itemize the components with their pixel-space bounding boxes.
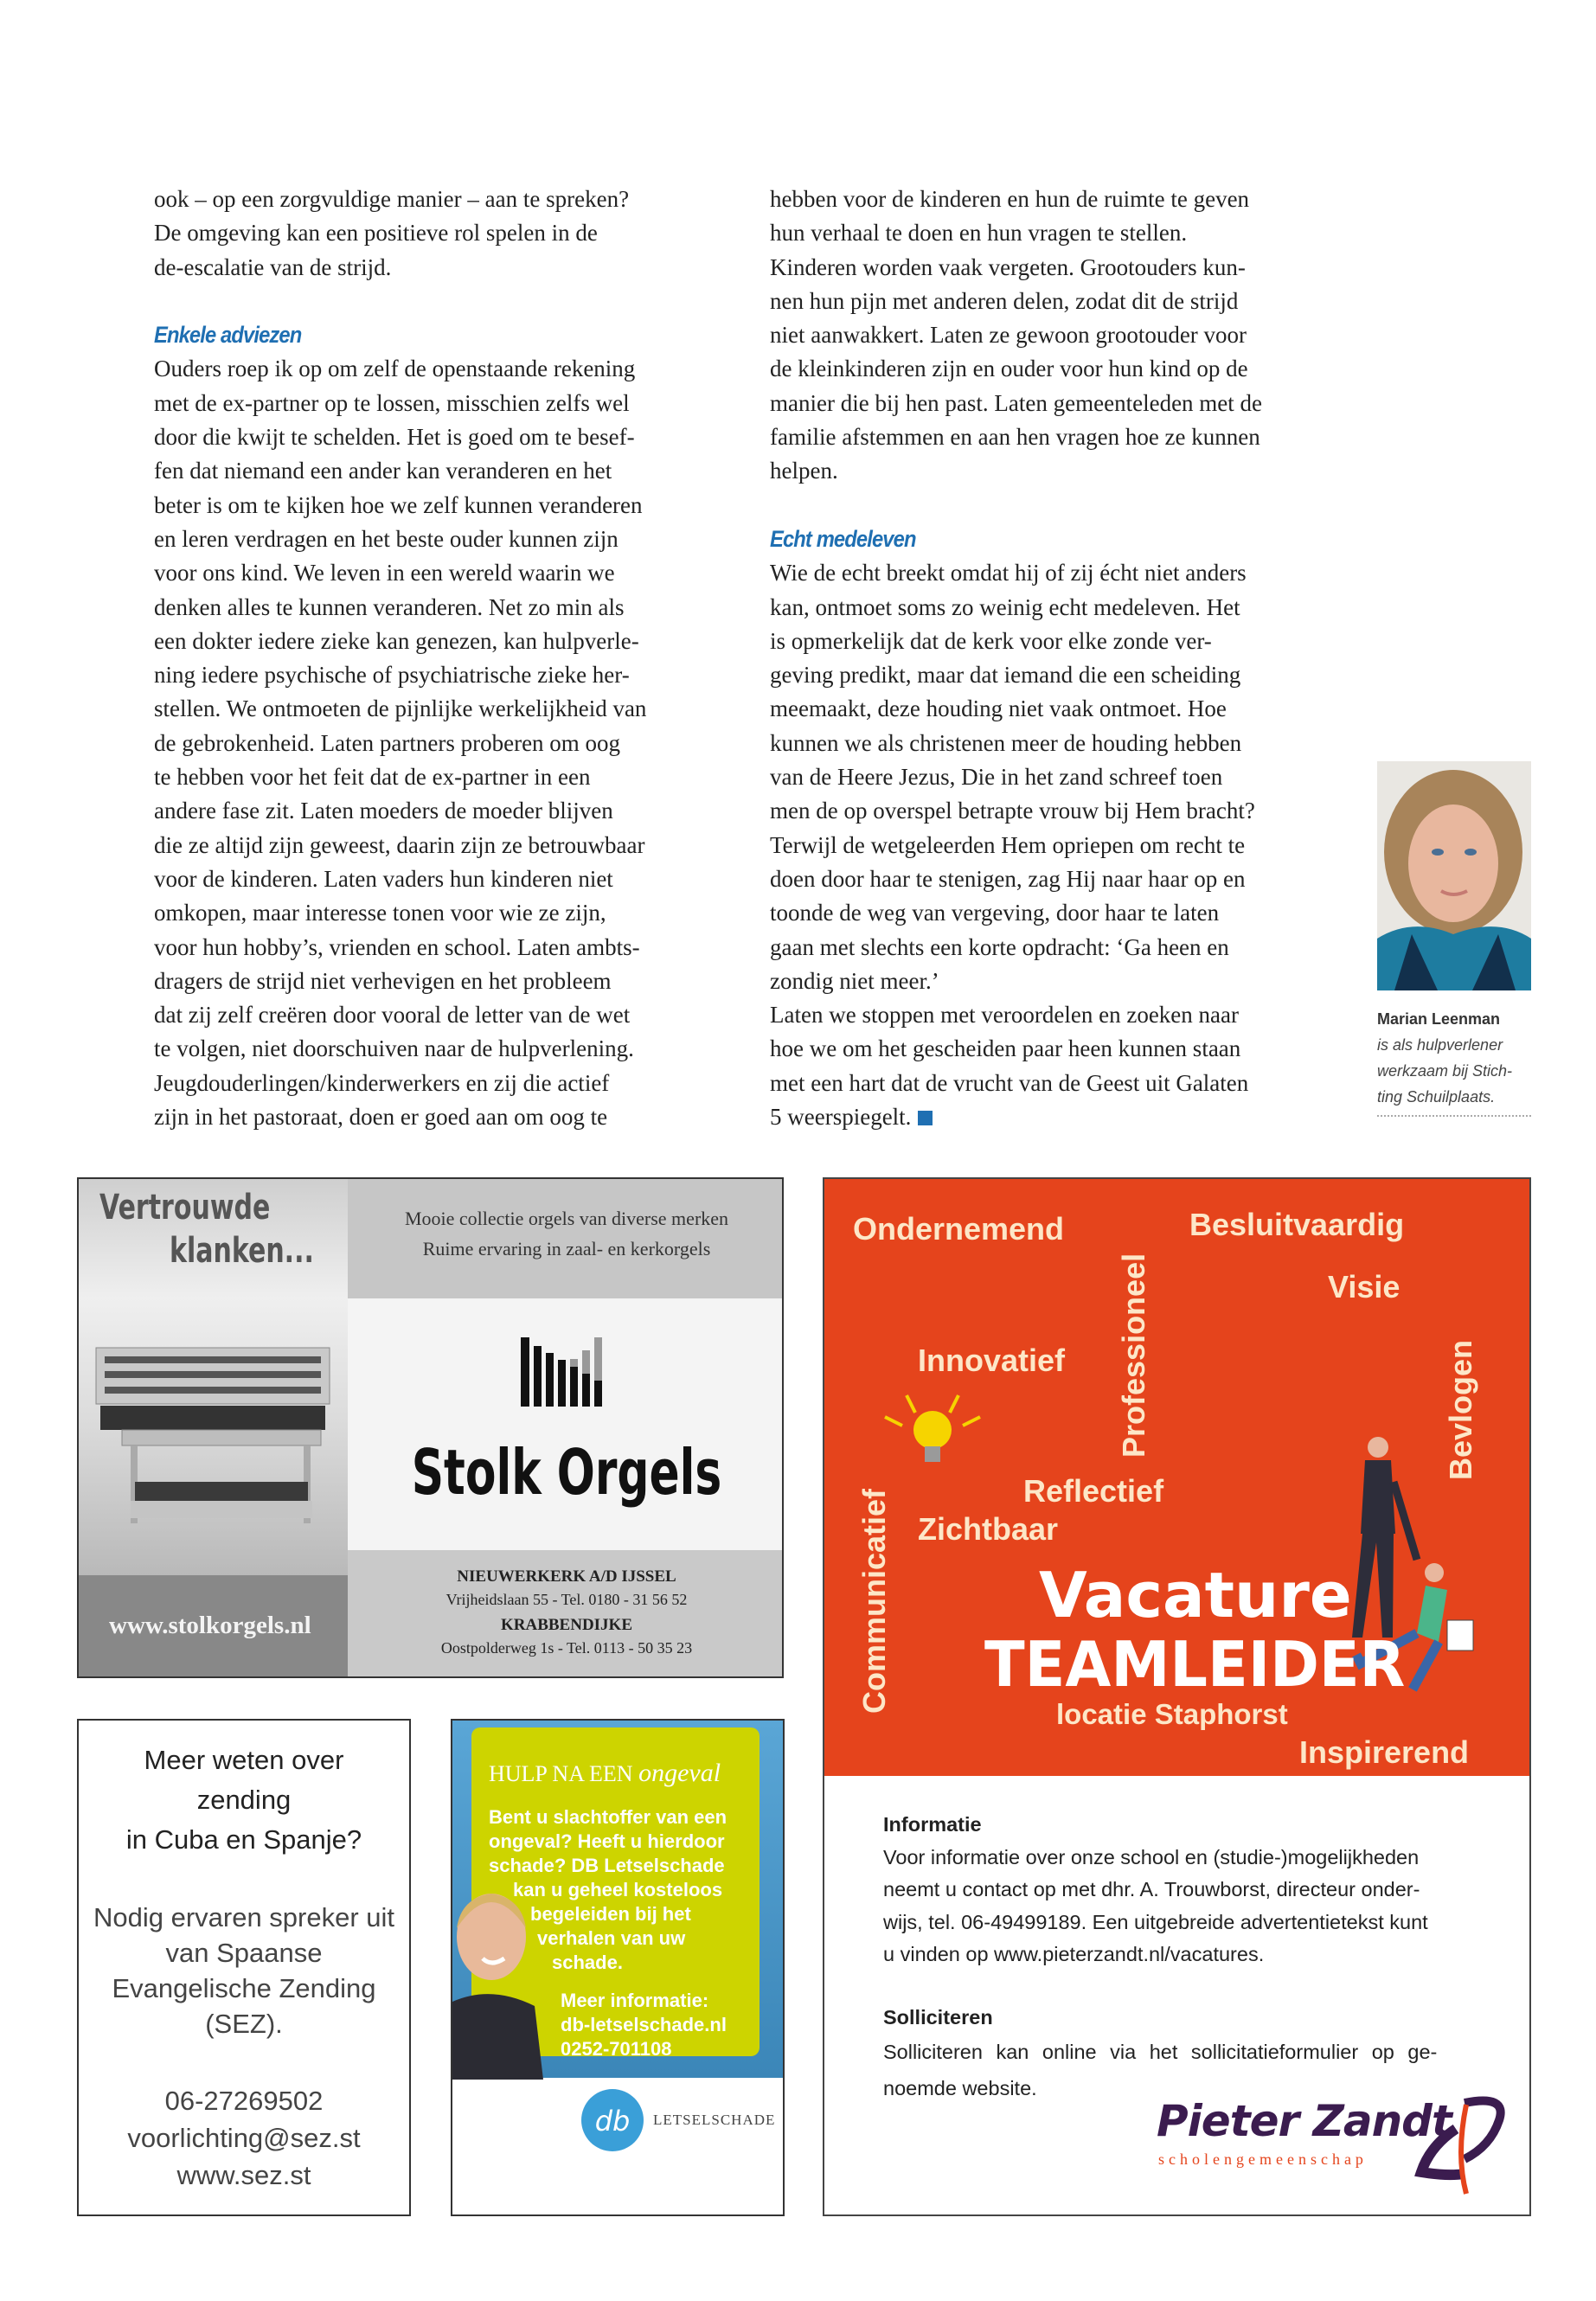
paragraph-line: fen dat niemand een ander kan veranderen en het [154,458,612,484]
db-logo-icon [580,2087,645,2153]
paragraph-line: niet aanwakkert. Laten ze gewoon grootouder voor [770,322,1247,349]
paragraph-line: omkopen, maar interesse tonen voor wie ze zijn, [154,900,606,926]
vacature-banner [824,1179,1531,1776]
paragraph-line: zondig niet meer.’ [770,967,939,994]
keyword: Professioneel [1116,1253,1151,1458]
info-line: Voor informatie over onze school en (studie-)mogelijkheden [883,1846,1420,1868]
vacature-location: locatie Staphorst [1056,1698,1288,1730]
paragraph-line: ook – op een zorgvuldige manier – aan te spreken? [154,186,630,212]
info-line[interactable]: u vinden op www.pieterzandt.nl/vacatures. [883,1943,1265,1965]
stolk-location: NIEUWERKERK A/D IJSSEL [457,1567,676,1586]
vacature-title: Vacature [1039,1559,1352,1631]
paragraph-line: de kleinkinderen zijn en ouder voor hun kind op de [770,356,1248,382]
paragraph-line: voor ons kind. We leven in een wereld waarin we [154,560,615,586]
paragraph-line: Wie de echt breekt omdat hij of zij écht niet anders [770,560,1247,586]
section-heading: Enkele adviezen [154,322,302,349]
paragraph-line: dat zij zelf creëren door vooral de letter van de wet [154,1002,631,1029]
pieter-zandt-logo-mark-icon [1413,2094,1516,2198]
zending-text: Evangelische Zending [112,1973,376,2003]
pieter-zandt-subtitle: scholengemeenschap [1158,2150,1368,2168]
author-name: Marian Leenman [1377,1010,1501,1028]
author-caption [1377,1006,1531,1117]
paragraph-line: door die kwijt te schelden. Het is goed om te besef- [154,424,635,451]
paragraph-line: De omgeving kan een positieve rol spelen in de [154,220,598,247]
stolk-logo-icon [521,1337,616,1407]
end-mark-icon [918,1111,933,1125]
info-line: wijs, tel. 06-49499189. Een uitgebreide advertentietekst kunt [883,1911,1428,1933]
stolk-website[interactable]: www.stolkorgels.nl [109,1612,311,1639]
section-heading: Echt medeleven [770,525,916,552]
author-bio-line: ting Schuilplaats. [1377,1088,1496,1106]
svg-text:db: db [594,2105,631,2138]
paragraph-line: andere fase zit. Laten moeders de moeder blijven [154,798,613,824]
author-bio-line: werkzaam bij Stich- [1377,1062,1513,1080]
paragraph-line: een dokter iedere zieke kan genezen, kan hulpverle- [154,627,639,654]
paragraph-line: hoe we om het gescheiden paar heen kunnen staan [770,1035,1241,1062]
paragraph-line: met de ex-partner op te lossen, misschien zelfs wel [154,389,630,416]
paragraph-line: hebben voor de kinderen en hun de ruimte te geven [770,186,1250,212]
paragraph-line: Kinderen worden vaak vergeten. Grootouders kun- [770,253,1246,280]
paragraph-line: gaan met slechts een korte opdracht: ‘Ga heen en [770,933,1229,960]
db-website[interactable]: db-letselschade.nl [561,2014,727,2035]
db-body-line: verhalen van uw [537,1927,686,1949]
paragraph-line: te hebben voor het feit dat de ex-partner in een [154,764,591,791]
keyword: Communicatief [856,1488,892,1714]
pieter-zandt-logo: Pieter Zandt [1157,2096,1452,2146]
apply-line: Solliciteren kan online via het sollicitatieformulier op ge- [883,2041,1438,2063]
zending-heading: Meer weten over [144,1745,344,1775]
paragraph-line: Jeugdouderlingen/kinderwerkers en zij die actief [154,1069,610,1096]
db-letselschade-ad[interactable] [451,1719,785,2216]
paragraph-line: de gebrokenheid. Laten partners proberen om oog [154,729,621,756]
keyword: Reflectief [1023,1473,1164,1509]
stolk-slogan: klanken... [170,1231,314,1271]
zending-heading: in Cuba en Spanje? [125,1824,362,1855]
paragraph-line: kunnen we als christenen meer de houding hebben [770,729,1242,756]
paragraph-line: toonde de weg van vergeving, door haar te laten [770,900,1220,926]
article-column-left [154,183,646,1134]
db-logo-text: LETSELSCHADE [653,2112,776,2128]
paragraph-line: denken alles te kunnen veranderen. Net zo min als [154,593,625,620]
paragraph-line: manier die bij hen past. Laten gemeenteleden met de [770,389,1263,416]
apply-heading: Solliciteren [883,2006,993,2029]
paragraph-line: zijn in het pastoraat, doen er goed aan om oog te [154,1104,608,1131]
article-column-right [770,183,1262,1134]
paragraph-line: Ouders roep ik op om zelf de openstaande rekening [154,356,636,382]
db-more-info: Meer informatie: [561,1990,709,2011]
author-bio-line: is als hulpverlener [1377,1036,1503,1054]
paragraph-line: de-escalatie van de strijd. [154,253,392,280]
stolk-address: Oostpolderweg 1s - Tel. 0113 - 50 35 23 [440,1639,693,1657]
paragraph-line: familie afstemmen en aan hen vragen hoe ze kunnen [770,424,1260,451]
keyword: Zichtbaar [918,1511,1059,1547]
db-headline: HULP NA EEN [489,1761,633,1786]
paragraph-line: is opmerkelijk dat de kerk voor elke zonde ver- [770,627,1212,654]
stolk-slogan: Vertrouwde [99,1188,271,1227]
lightbulb-icon [876,1391,989,1473]
db-body-line: schade. [552,1952,623,1973]
stolk-location: KRABBENDIJKE [500,1616,633,1634]
stolk-address: Vrijheidslaan 55 - Tel. 0180 - 31 56 52 [445,1591,688,1608]
db-body-line: kan u geheel kosteloos [513,1879,723,1900]
paragraph-line: met een hart dat de vrucht van de Geest uit Galaten [770,1069,1249,1096]
stolk-tagline: Ruime ervaring in zaal- en kerkorgels [422,1238,711,1259]
paragraph-line: Laten we stoppen met veroordelen en zoeken naar [770,1002,1240,1029]
paragraph-line: stellen. We ontmoeten de pijnlijke werkelijkheid van [154,695,647,722]
zending-text: van Spaanse [165,1938,323,1968]
paragraph-line: van de Heere Jezus, Die in het zand schreef toen [770,764,1223,791]
db-body-line: begeleiden bij het [530,1903,691,1925]
zending-website[interactable]: www.sez.st [176,2160,311,2190]
paragraph-line: te volgen, niet doorschuiven naar de hulpverlening. [154,1035,634,1062]
info-line: neemt u contact op met dhr. A. Trouwborst, directeur onder- [883,1878,1420,1900]
stolk-brand: Stolk Orgels [411,1436,722,1509]
zending-ad[interactable] [77,1719,411,2216]
keyword: Besluitvaardig [1189,1207,1405,1242]
db-headline-script: ongeval [638,1759,721,1787]
paragraph-line: 5 weerspiegelt. [770,1104,912,1131]
paragraph-line: Terwijl de wetgeleerden Hem opriepen om recht te [770,831,1246,858]
author-photo [1377,761,1531,990]
paragraph-line: en leren verdragen en het beste ouder kunnen zijn [154,525,619,552]
keyword: Ondernemend [853,1211,1065,1247]
stolk-orgels-ad[interactable] [77,1177,784,1678]
paragraph-line: nen hun pijn met anderen delen, zodat dit de strijd [770,287,1239,314]
zending-heading: zending [196,1785,292,1815]
paragraph-line: geving predikt, maar dat iemand die een scheiding [770,662,1241,689]
zending-text: Nodig ervaren spreker uit [93,1902,395,1932]
paragraph-line: kan, ontmoet soms zo weinig echt medeleven. Het [770,593,1240,620]
keyword: Visie [1328,1269,1401,1304]
paragraph-line: meemaakt, deze houding niet vaak ontmoet. Hoe [770,695,1227,722]
apply-line: noemde website. [883,2077,1037,2099]
db-phone: 0252-701108 [561,2038,672,2060]
zending-email[interactable]: voorlichting@sez.st [127,2123,361,2153]
paragraph-line: helpen. [770,458,838,484]
zending-text: (SEZ). [205,2009,283,2039]
keyword: Bevlogen [1443,1339,1478,1480]
stolk-tagline: Mooie collectie orgels van diverse merken [404,1208,729,1229]
paragraph-line: ning iedere psychische of psychiatrische zieke her- [154,662,630,689]
vacature-ad[interactable] [823,1177,1531,2216]
paragraph-line: die ze altijd zijn geweest, daarin zijn ze betrouwbaar [154,831,645,858]
vacature-role: TEAMLEIDER [984,1628,1406,1701]
paragraph-line: hun verhaal te doen en hun vragen te stellen. [770,220,1188,247]
paragraph-line: voor hun hobby’s, vrienden en school. Laten ambts- [154,933,640,960]
paragraph-line: doen door haar te stenigen, zag Hij naar haar op en [770,865,1246,892]
db-body-line: schade? DB Letselschade [489,1855,725,1876]
paragraph-line: voor de kinderen. Laten vaders hun kinderen niet [154,865,613,892]
paragraph-line: beter is om te kijken hoe we zelf kunnen veranderen [154,491,643,518]
db-body-line: Bent u slachtoffer van een [489,1806,727,1828]
db-person-photo [452,1885,548,2080]
paragraph-line: dragers de strijd niet verhevigen en het probleem [154,967,612,994]
zending-phone: 06-27269502 [164,2086,324,2116]
paragraph-line: men de op overspel betrapte vrouw bij Hem bracht? [770,798,1255,824]
db-body-line: ongeval? Heeft u hierdoor [489,1830,725,1852]
keyword: Innovatief [918,1343,1066,1378]
info-heading: Informatie [883,1813,982,1836]
keyword: Inspirerend [1299,1734,1470,1770]
